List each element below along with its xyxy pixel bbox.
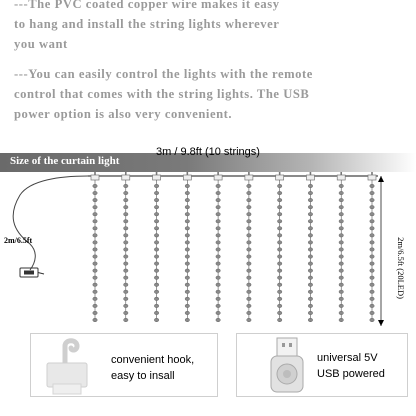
led-bead xyxy=(124,198,128,201)
led-bead xyxy=(277,297,281,300)
led-bead xyxy=(247,255,251,258)
led-bead xyxy=(185,234,189,237)
led-bead xyxy=(216,191,220,194)
led-bead xyxy=(216,248,220,251)
led-bead xyxy=(277,234,281,237)
led-bead xyxy=(124,255,128,258)
led-bead xyxy=(247,318,251,321)
led-bead xyxy=(216,213,220,216)
led-bead xyxy=(339,241,343,244)
led-bead xyxy=(154,297,158,300)
led-bead xyxy=(124,227,128,230)
led-bead xyxy=(277,262,281,265)
light-string xyxy=(368,172,379,322)
led-bead xyxy=(247,269,251,272)
light-string xyxy=(245,172,256,322)
led-bead xyxy=(247,220,251,223)
led-bead xyxy=(93,318,97,321)
led-bead xyxy=(277,184,281,187)
led-bead xyxy=(154,220,158,223)
led-bead xyxy=(185,318,189,321)
paragraph-line: control that comes with the string lights. The USB xyxy=(14,87,310,101)
string-clip xyxy=(214,175,222,180)
led-bead xyxy=(154,184,158,187)
led-bead xyxy=(247,304,251,307)
led-bead xyxy=(339,198,343,201)
led-bead xyxy=(154,276,158,279)
led-bead xyxy=(308,297,312,300)
led-bead xyxy=(247,290,251,293)
led-bead xyxy=(339,318,343,321)
led-bead xyxy=(370,198,374,201)
led-bead xyxy=(124,213,128,216)
led-bead xyxy=(93,234,97,237)
led-bead xyxy=(216,283,220,286)
led-bead xyxy=(216,184,220,187)
led-bead xyxy=(370,205,374,208)
usb-feature-box xyxy=(236,333,408,397)
led-bead xyxy=(247,262,251,265)
paragraph-line: ---You can easily control the lights with the remote xyxy=(14,67,313,81)
string-clip xyxy=(368,175,376,180)
led-bead xyxy=(277,213,281,216)
led-bead xyxy=(370,213,374,216)
led-bead xyxy=(370,283,374,286)
led-bead xyxy=(185,205,189,208)
led-bead xyxy=(154,290,158,293)
led-bead xyxy=(93,227,97,230)
led-bead xyxy=(216,227,220,230)
led-bead xyxy=(124,191,128,194)
cord-length-label: 2m/6.5ft xyxy=(4,236,33,245)
light-string xyxy=(122,172,133,322)
led-bead xyxy=(93,213,97,216)
led-bead xyxy=(339,213,343,216)
led-bead xyxy=(308,248,312,251)
led-bead xyxy=(185,283,189,286)
led-bead xyxy=(277,248,281,251)
led-bead xyxy=(308,290,312,293)
led-bead xyxy=(370,248,374,251)
string-clip xyxy=(245,175,253,180)
led-bead xyxy=(308,198,312,201)
led-bead xyxy=(339,290,343,293)
led-bead xyxy=(185,227,189,230)
led-bead xyxy=(124,311,128,314)
led-bead xyxy=(247,198,251,201)
paragraph-line: to hang and install the string lights wherever xyxy=(14,17,280,31)
led-bead xyxy=(185,198,189,201)
light-string xyxy=(214,172,225,322)
led-bead xyxy=(216,241,220,244)
light-string xyxy=(183,172,194,322)
led-bead xyxy=(247,297,251,300)
power-cord xyxy=(13,176,88,270)
light-string xyxy=(306,172,317,322)
led-bead xyxy=(185,290,189,293)
led-bead xyxy=(93,311,97,314)
led-bead xyxy=(185,276,189,279)
led-bead xyxy=(277,198,281,201)
hook-feature-line2: easy to insall xyxy=(111,370,175,382)
led-bead xyxy=(216,205,220,208)
light-string xyxy=(276,172,287,322)
led-bead xyxy=(124,241,128,244)
curtain-light-diagram xyxy=(0,172,416,332)
led-bead xyxy=(339,234,343,237)
led-bead xyxy=(185,220,189,223)
led-bead xyxy=(277,283,281,286)
led-bead xyxy=(277,227,281,230)
led-bead xyxy=(124,205,128,208)
led-bead xyxy=(216,262,220,265)
led-bead xyxy=(370,269,374,272)
led-bead xyxy=(370,262,374,265)
hook-feature-box xyxy=(30,333,218,397)
led-bead xyxy=(216,220,220,223)
led-bead xyxy=(308,304,312,307)
led-bead xyxy=(308,262,312,265)
height-label: 2m/6.5ft (20LED) xyxy=(396,237,407,299)
led-bead xyxy=(93,184,97,187)
led-bead xyxy=(216,318,220,321)
led-bead xyxy=(308,241,312,244)
led-bead xyxy=(247,276,251,279)
height-arrow-top xyxy=(378,176,384,182)
led-bead xyxy=(124,290,128,293)
led-bead xyxy=(339,248,343,251)
led-bead xyxy=(216,269,220,272)
led-bead xyxy=(339,269,343,272)
string-clip xyxy=(91,175,99,180)
led-bead xyxy=(339,227,343,230)
string-clip xyxy=(337,175,345,180)
led-bead xyxy=(154,227,158,230)
led-bead xyxy=(339,304,343,307)
led-bead xyxy=(185,262,189,265)
led-bead xyxy=(185,255,189,258)
led-bead xyxy=(93,220,97,223)
led-bead xyxy=(247,191,251,194)
led-bead xyxy=(370,191,374,194)
led-bead xyxy=(277,276,281,279)
description-paragraph-2 xyxy=(14,64,414,124)
led-bead xyxy=(370,255,374,258)
led-bead xyxy=(124,262,128,265)
led-bead xyxy=(308,205,312,208)
string-clip xyxy=(306,175,314,180)
paragraph-line: you want xyxy=(14,37,68,51)
description-paragraph-1 xyxy=(14,0,414,54)
led-bead xyxy=(154,198,158,201)
string-clip xyxy=(122,175,130,180)
led-bead xyxy=(185,311,189,314)
led-bead xyxy=(154,318,158,321)
led-bead xyxy=(124,304,128,307)
led-bead xyxy=(277,220,281,223)
led-bead xyxy=(370,297,374,300)
led-bead xyxy=(370,304,374,307)
string-clip xyxy=(183,175,191,180)
led-bead xyxy=(154,262,158,265)
led-bead xyxy=(308,311,312,314)
led-bead xyxy=(308,276,312,279)
led-bead xyxy=(339,262,343,265)
led-bead xyxy=(93,276,97,279)
led-bead xyxy=(247,205,251,208)
led-bead xyxy=(277,290,281,293)
led-bead xyxy=(277,255,281,258)
led-bead xyxy=(247,283,251,286)
led-bead xyxy=(308,255,312,258)
led-bead xyxy=(93,241,97,244)
led-bead xyxy=(185,304,189,307)
led-bead xyxy=(185,248,189,251)
led-bead xyxy=(124,220,128,223)
led-bead xyxy=(124,283,128,286)
led-bead xyxy=(308,213,312,216)
led-bead xyxy=(339,276,343,279)
led-bead xyxy=(308,318,312,321)
led-bead xyxy=(308,234,312,237)
led-bead xyxy=(154,234,158,237)
led-bead xyxy=(93,255,97,258)
led-bead xyxy=(185,269,189,272)
led-bead xyxy=(216,234,220,237)
led-bead xyxy=(247,248,251,251)
led-bead xyxy=(93,248,97,251)
led-bead xyxy=(93,262,97,265)
led-bead xyxy=(216,304,220,307)
led-bead xyxy=(370,184,374,187)
led-bead xyxy=(93,198,97,201)
led-bead xyxy=(308,220,312,223)
led-bead xyxy=(308,191,312,194)
led-bead xyxy=(370,276,374,279)
led-bead xyxy=(370,290,374,293)
led-bead xyxy=(124,184,128,187)
led-bead xyxy=(154,304,158,307)
led-bead xyxy=(93,205,97,208)
led-bead xyxy=(277,318,281,321)
led-bead xyxy=(93,269,97,272)
led-bead xyxy=(124,234,128,237)
usb-plug-icon xyxy=(20,268,44,277)
led-bead xyxy=(216,276,220,279)
led-bead xyxy=(185,184,189,187)
led-bead xyxy=(154,255,158,258)
led-bead xyxy=(154,248,158,251)
led-bead xyxy=(185,241,189,244)
hook-icon xyxy=(37,334,109,396)
led-bead xyxy=(339,283,343,286)
light-string xyxy=(337,172,348,322)
height-label-wrapper xyxy=(381,203,416,333)
led-bead xyxy=(339,191,343,194)
led-bead xyxy=(370,311,374,314)
led-bead xyxy=(339,205,343,208)
led-bead xyxy=(247,311,251,314)
led-bead xyxy=(339,311,343,314)
paragraph-line: ---The PVC coated copper wire makes it easy xyxy=(14,0,280,11)
led-bead xyxy=(370,234,374,237)
led-bead xyxy=(308,283,312,286)
led-bead xyxy=(277,205,281,208)
led-bead xyxy=(154,191,158,194)
led-bead xyxy=(277,191,281,194)
led-bead xyxy=(308,227,312,230)
led-bead xyxy=(93,283,97,286)
light-strings xyxy=(91,172,379,322)
led-bead xyxy=(339,297,343,300)
led-bead xyxy=(124,318,128,321)
hook-feature-line1: convenient hook, xyxy=(111,354,195,366)
usb-feature-line1: universal 5V xyxy=(317,352,378,364)
light-string xyxy=(153,172,164,322)
led-bead xyxy=(370,241,374,244)
led-bead xyxy=(308,269,312,272)
led-bead xyxy=(154,213,158,216)
led-bead xyxy=(277,304,281,307)
usb-controller-icon xyxy=(249,334,319,396)
led-bead xyxy=(185,297,189,300)
led-bead xyxy=(247,227,251,230)
led-bead xyxy=(93,304,97,307)
led-bead xyxy=(247,184,251,187)
led-bead xyxy=(185,213,189,216)
led-bead xyxy=(154,283,158,286)
led-bead xyxy=(339,220,343,223)
led-bead xyxy=(370,227,374,230)
string-clip xyxy=(276,175,284,180)
led-bead xyxy=(247,241,251,244)
led-bead xyxy=(124,276,128,279)
led-bead xyxy=(277,241,281,244)
led-bead xyxy=(154,241,158,244)
width-label: 3m / 9.8ft (10 strings) xyxy=(156,146,260,158)
led-bead xyxy=(216,255,220,258)
led-bead xyxy=(154,205,158,208)
led-bead xyxy=(247,234,251,237)
led-bead xyxy=(124,248,128,251)
led-bead xyxy=(154,311,158,314)
led-bead xyxy=(93,191,97,194)
string-clip xyxy=(153,175,161,180)
led-bead xyxy=(216,297,220,300)
led-bead xyxy=(277,311,281,314)
led-bead xyxy=(93,297,97,300)
led-bead xyxy=(124,269,128,272)
led-bead xyxy=(216,290,220,293)
led-bead xyxy=(124,297,128,300)
usb-feature-line2: USB powered xyxy=(317,368,385,380)
led-bead xyxy=(154,269,158,272)
paragraph-line: power option is also very convenient. xyxy=(14,107,233,121)
led-bead xyxy=(370,220,374,223)
led-bead xyxy=(247,213,251,216)
led-bead xyxy=(93,290,97,293)
led-bead xyxy=(216,311,220,314)
led-bead xyxy=(370,318,374,321)
led-bead xyxy=(185,191,189,194)
led-bead xyxy=(308,184,312,187)
led-bead xyxy=(339,255,343,258)
led-bead xyxy=(339,184,343,187)
led-bead xyxy=(216,198,220,201)
section-title: Size of the curtain light xyxy=(10,155,120,167)
light-string xyxy=(91,172,102,322)
led-bead xyxy=(277,269,281,272)
